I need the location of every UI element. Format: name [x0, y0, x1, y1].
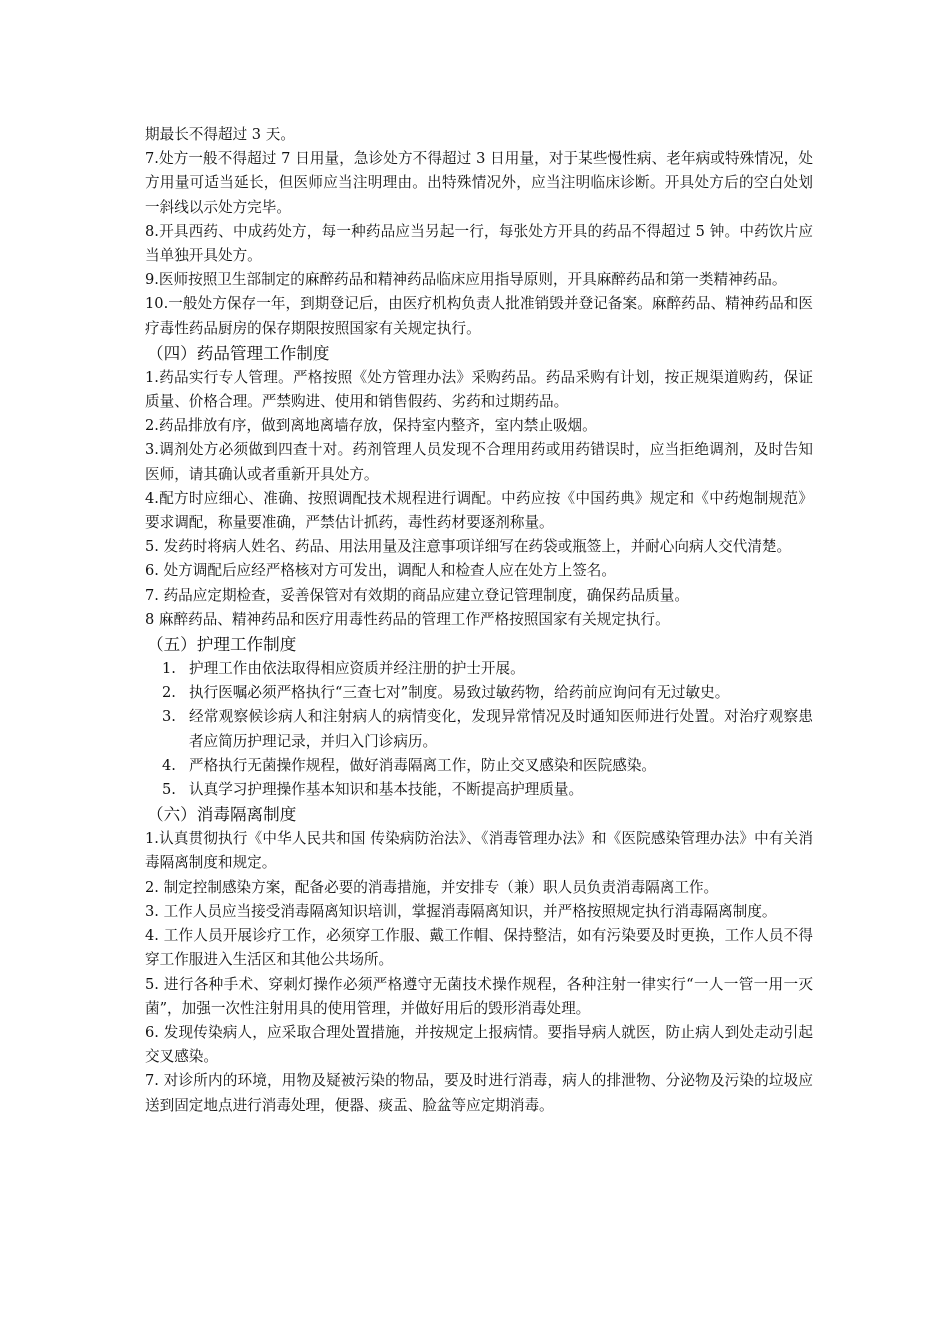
paragraph: 9.医师按照卫生部制定的麻醉药品和精神药品临床应用指导原则，开具麻醉药品和第一类精神药品。 — [145, 271, 787, 289]
list-item — [145, 705, 813, 753]
paragraph: 1.认真贯彻执行《中华人民共和国 传染病防治法》、《消毒管理办法》和《医院感染管理办法》中有关消毒隔离制度和规定。 — [145, 830, 813, 872]
section-heading: （五）护理工作制度 — [147, 635, 297, 655]
paragraph: 1.药品实行专人管理。严格按照《处方管理办法》采购药品。药品采购有计划，按正规渠道购药，保证质量、价格合理。严禁购进、使用和销售假药、劣药和过期药品。 — [145, 368, 813, 411]
paragraph: 8.开具西药、中成药处方，每一种药品应当另起一行，每张处方开具的药品不得超过 5 钟。中药饮片应当单独开具处方。 — [145, 222, 813, 265]
paragraph: 6. 处方调配后应经严格核对方可发出，调配人和检查人应在处方上签名。 — [145, 562, 616, 580]
list-item — [145, 681, 813, 705]
paragraph: 7.处方一般不得超过 7 日用量，急诊处方不得超过 3 日用量，对于某些慢性病、老年病或特殊情况，处方用量可适当延长，但医师应当注明理由。出特殊情况外，应当注明临床诊断。开具处方后的空白处划一斜线以示处方完毕。 — [145, 150, 813, 216]
paragraph: 8 麻醉药品、精神药品和医疗用毒性药品的管理工作严格按照国家有关规定执行。 — [145, 610, 670, 628]
list-item — [145, 754, 813, 778]
list-item-text: 经常观察候诊病人和注射病人的病情变化，发现异常情况及时通知医师进行处置。对治疗观察患者应简历护理记录，并归入门诊病历。 — [189, 708, 813, 750]
paragraph: 5. 进行各种手术、穿刺灯操作必须严格遵守无菌技术操作规程，各种注射一律实行“一人一管一用一灭菌”，加强一次性注射用具的使用管理，并做好用后的毁形消毒处理。 — [145, 975, 813, 1017]
paragraph: 3.调剂处方必须做到四查十对。药剂管理人员发现不合理用药或用药错误时，应当拒绝调剂，及时告知医师，请其确认或者重新开具处方。 — [145, 441, 813, 483]
list-item-text: 认真学习护理操作基本知识和基本技能，不断提高护理质量。 — [189, 781, 584, 799]
paragraph: 期最长不得超过 3 天。 — [145, 126, 295, 143]
document-page — [145, 123, 813, 1118]
paragraph: 7. 对诊所内的环境，用物及疑被污染的物品，要及时进行消毒，病人的排泄物、分泌物及污染的垃圾应送到固定地点进行消毒处理，便器、痰盂、脸盆等应定期消毒。 — [145, 1072, 813, 1114]
paragraph: 4. 工作人员开展诊疗工作，必须穿工作服、戴工作帽、保持整洁，如有污染要及时更换，工作人员不得穿工作服进入生活区和其他公共场所。 — [145, 927, 813, 969]
list-item-text: 执行医嘱必须严格执行“三查七对”制度。易致过敏药物，给药前应询问有无过敏史。 — [189, 684, 730, 702]
list-number: 5. — [162, 781, 176, 799]
list-item-text: 严格执行无菌操作规程，做好消毒隔离工作，防止交叉感染和医院感染。 — [189, 756, 657, 774]
list-number: 4. — [162, 756, 176, 774]
paragraph: 2.药品排放有序，做到离地离墙存放，保持室内整齐，室内禁止吸烟。 — [145, 417, 597, 435]
paragraph: 10.一般处方保存一年，到期登记后，由医疗机构负责人批准销毁并登记备案。麻醉药品、精神药品和医疗毒性药品厨房的保存期限按照国家有关规定执行。 — [145, 295, 813, 337]
paragraph: 2. 制定控制感染方案，配备必要的消毒措施，并安排专（兼）职人员负责消毒隔离工作。 — [145, 878, 719, 896]
section-heading: （六）消毒隔离制度 — [147, 805, 297, 825]
paragraph: 5. 发药时将病人姓名、药品、用法用量及注意事项详细写在药袋或瓶签上，并耐心向病人交代清楚。 — [145, 538, 792, 556]
paragraph: 7. 药品应定期检查，妥善保管对有效期的商品应建立登记管理制度，确保药品质量。 — [145, 586, 689, 604]
list-item — [145, 778, 813, 802]
paragraph: 4.配方时应细心、准确、按照调配技术规程进行调配。中药应按《中国药典》规定和《中药炮制规范》要求调配，称量要准确，严禁估计抓药，毒性药材要逐剂称量。 — [145, 489, 813, 532]
numbered-list — [145, 657, 813, 802]
list-number: 2. — [162, 684, 176, 702]
list-item — [145, 657, 813, 681]
paragraph: 3. 工作人员应当接受消毒隔离知识培训，掌握消毒隔离知识，并严格按照规定执行消毒隔离制度。 — [145, 902, 777, 920]
paragraph: 6. 发现传染病人，应采取合理处置措施，并按规定上报病情。要指导病人就医，防止病人到处走动引起交叉感染。 — [145, 1023, 813, 1066]
section-heading: （四）药品管理工作制度 — [147, 343, 330, 363]
list-number: 3. — [162, 708, 176, 726]
list-item-text: 护理工作由依法取得相应资质并经注册的护士开展。 — [189, 660, 525, 678]
list-number: 1. — [162, 660, 176, 678]
